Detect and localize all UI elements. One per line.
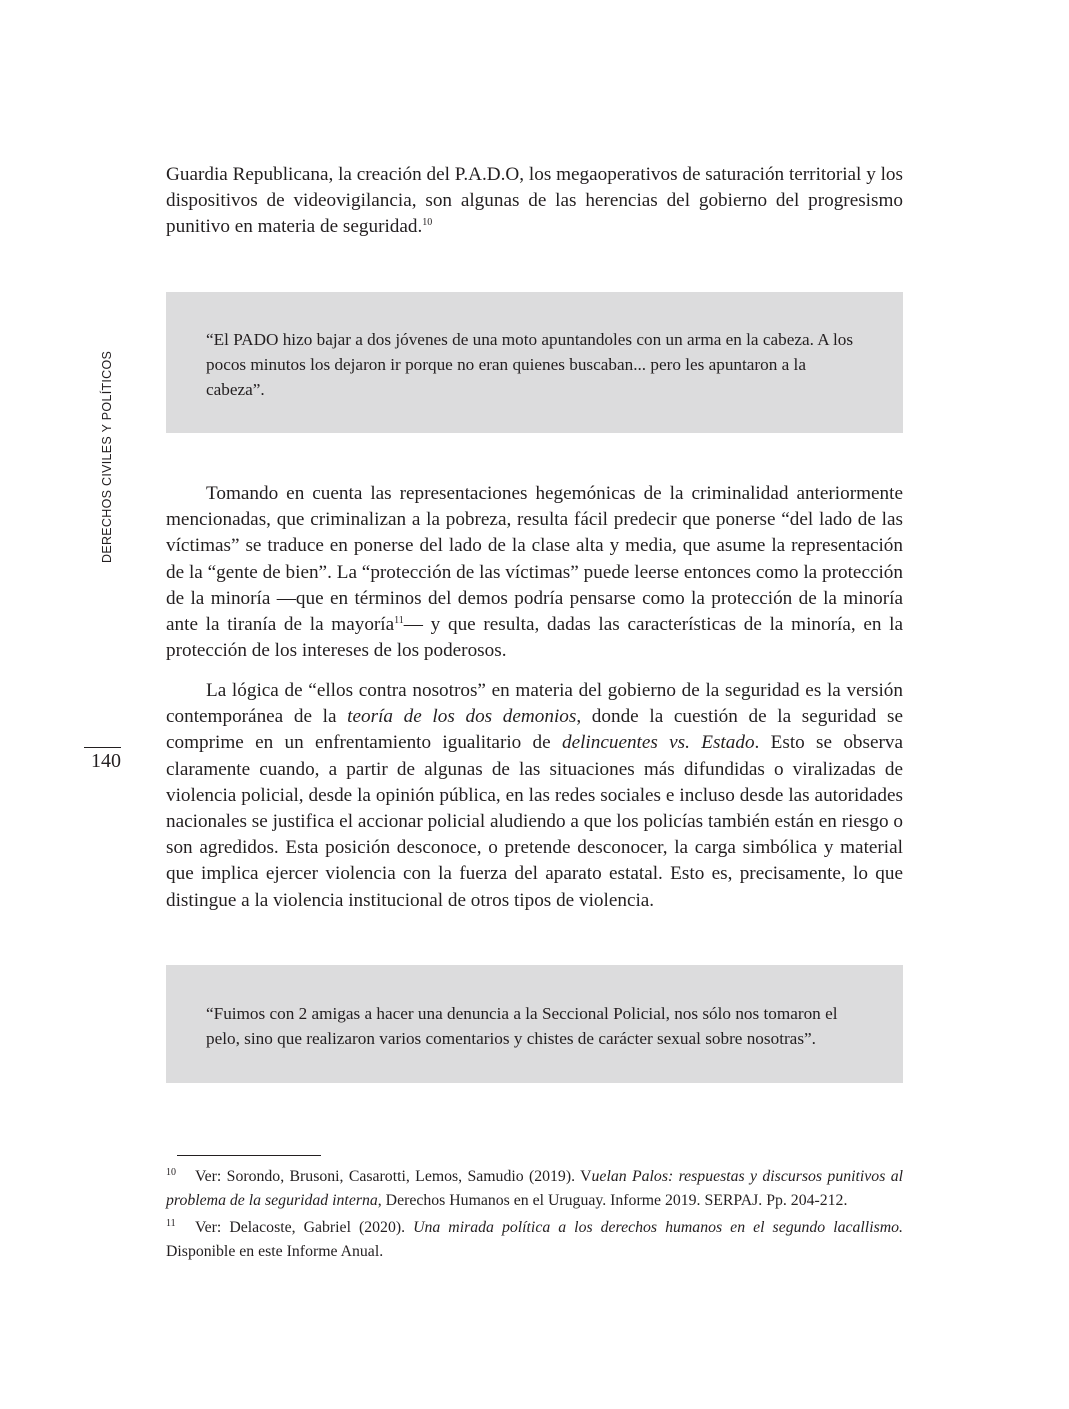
footnote-11-number: 11 [166,1218,176,1229]
quote-1-text: “El PADO hizo bajar a dos jóvenes de una moto apuntandoles con un arma en la cabeza. A los pocos minutos los dejaron ir porque no eran quienes buscaban... pero les apuntaron a la cabeza”. [206,330,854,399]
paragraph-2-text-before: Tomando en cuenta las representaciones hegemónicas de la criminalidad anteriormente mencionadas, que criminalizan a la pobreza, resulta fácil predecir que ponerse “del lado de las víctimas” se traduce en ponerse del lado de la clase alta y media, que asume la representación de la “gente de bien”. La “protección de las víctimas” puede leerse entonces como la protección de la minoría —que en términos del demos podría pensarse como la protección de la minoría ante la tiranía de la mayoría [166,483,903,636]
paragraph-3-italic-2: delincuentes vs. Estado [561,732,755,754]
footnote-10 [166,1161,903,1212]
paragraph-2 [166,481,903,664]
footnote-10-italic: uelan Palos: respuestas y discursos punitivos al problema de la seguridad interna [166,1168,903,1209]
footnotes [166,1161,903,1263]
paragraph-3-text-1: La lógica de “ellos contra nosotros” en materia del gobierno de la seguridad es la versión contemporánea de la [166,680,903,728]
running-title: DERECHOS CIVILES Y POLÍTICOS [100,350,114,563]
paragraph-2-text-after: — y que resulta, dadas las características de la minoría, en la protección de los intereses de los poderosos. [166,614,903,662]
footnote-11-text-2: Disponible en este Informe Anual. [166,1242,384,1260]
quote-2-text: “Fuimos con 2 amigas a hacer una denuncia a la Seccional Policial, nos sólo nos tomaron el pelo, sino que realizaron varios comentarios y chistes de carácter sexual sobre nosotras”. [206,1004,838,1048]
page-number: 140 [91,750,121,772]
footnote-10-text-1: Ver: Sorondo, Brusoni, Casarotti, Lemos, Samudio (2019). V [195,1168,592,1185]
footnote-10-number: 10 [166,1167,176,1178]
paragraph-3-text-3: . Esto se observa claramente cuando, a partir de algunas de las situaciones más difundidas o viralizadas de violencia policial, desde la opinión pública, en las redes sociales e incluso desde las autoridades nacionales se justifica el accionar policial aludiendo a que los policías también están en riesgo o son agredidos. Esta posición desconoce, o pretende desconocer, la carga simbólica y material que implica ejercer violencia con la fuerza del aparato estatal. Esto es, precisamente, lo que distingue a la violencia institucional de otros tipos de violencia. [166,732,903,911]
paragraph-1-text: Guardia Republicana, la creación del P.A.D.O, los megaoperativos de saturación territorial y los dispositivos de videovigilancia, son algunas de las herencias del gobierno del progresismo punitivo en materia de seguridad. [166,164,903,238]
quote-box-1 [166,292,903,433]
quote-box-2 [166,965,903,1083]
footnote-11-text-1: Ver: Delacoste, Gabriel (2020). [195,1219,414,1236]
paragraph-1 [166,162,903,241]
footnote-11-italic: Una mirada política a los derechos humanos en el segundo lacallismo. [413,1219,903,1236]
paragraph-3 [166,678,903,914]
page-number-rule [84,747,121,748]
paragraph-3-italic-1: teoría de los dos demonios [347,706,577,728]
footnote-ref-11[interactable]: 11 [394,615,404,627]
footnote-11 [166,1212,903,1263]
paragraph-3-text-2: , donde la cuestión de la seguridad se comprime en un enfrentamiento igualitario de [166,706,903,754]
footnote-10-text-2: , Derechos Humanos en el Uruguay. Informe 2019. SERPAJ. Pp. 204-212. [377,1191,848,1209]
footnote-ref-10[interactable]: 10 [422,217,433,229]
footnote-rule [177,1155,321,1156]
